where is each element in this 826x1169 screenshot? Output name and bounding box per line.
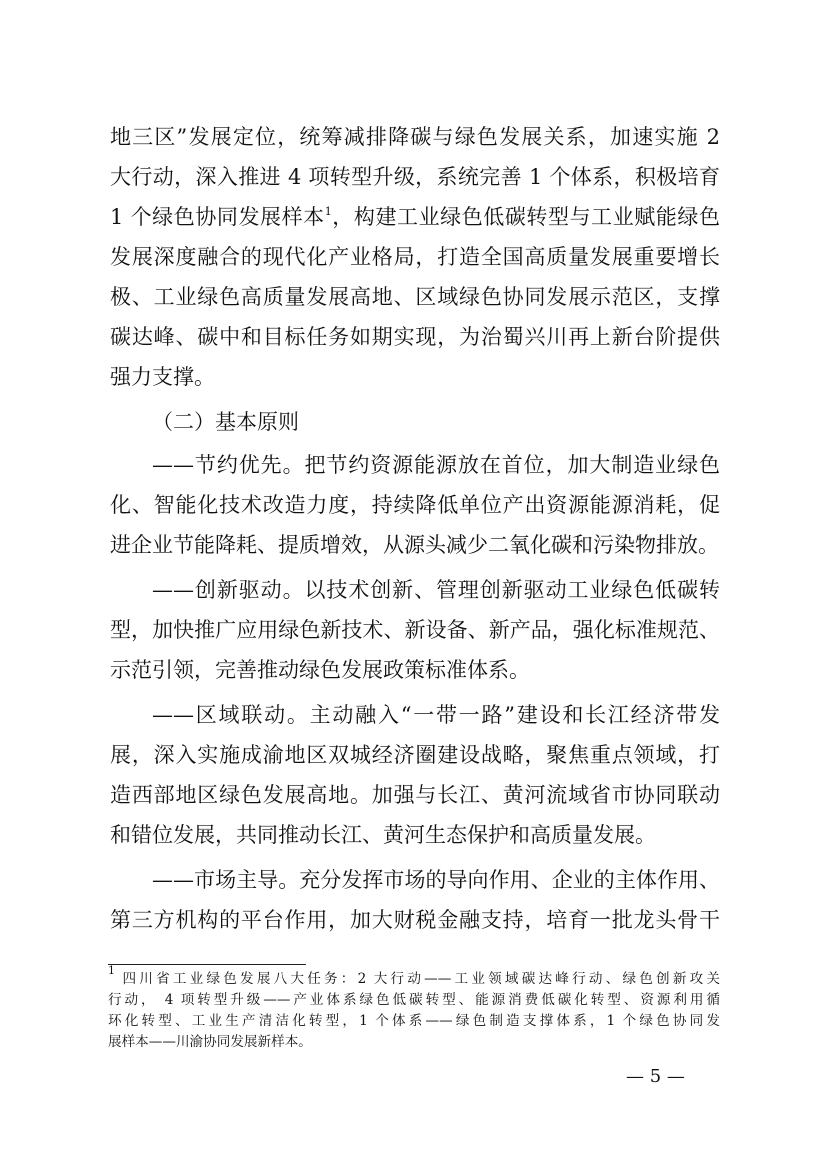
body-text: ，构建工业绿色低碳转型与工业赋能绿色 (331, 205, 720, 229)
body-line: 示范引领，完善推动绿色发展政策标准体系。 (110, 658, 530, 682)
footnote-line (108, 964, 720, 990)
body-line: 地三区”发展定位，统筹减排降碳与绿色发展关系，加速实施 2 (110, 125, 720, 149)
footnote-divider (108, 964, 306, 965)
body-line: ——市场主导。充分发挥市场的导向作用、企业的主体作用、 (152, 868, 720, 892)
body-line: 和错位发展，共同推动长江、黄河生态保护和高质量发展。 (110, 823, 656, 847)
body-line: ——创新驱动。以技术创新、管理创新驱动工业绿色低碳转 (152, 578, 720, 602)
body-line: 强力支撑。 (110, 365, 215, 389)
footnote-line: 展样本——川渝协同发展新样本。 (108, 1034, 312, 1050)
footnote-number: 1 (108, 964, 115, 977)
footnote-text: 四川省工业绿色发展八大任务：2 大行动——工业领域碳达峰行动、绿色创新攻关 (115, 971, 720, 987)
footnote-reference[interactable]: 1 (324, 205, 332, 218)
body-line: 进企业节能降耗、提质增效，从源头减少二氧化碳和污染物排放。 (110, 533, 719, 557)
body-line: 极、工业绿色高质量发展高地、区域绿色协同发展示范区，支撑 (110, 285, 720, 309)
body-line: 碳达峰、碳中和目标任务如期实现，为治蜀兴川再上新台阶提供 (110, 325, 720, 349)
footnote-line: 行动， 4 项转型升级——产业体系绿色低碳转型、能源消费低碳化转型、资源利用循 (108, 992, 720, 1008)
body-line: 化、智能化技术改造力度，持续降低单位产出资源能源消耗，促 (110, 493, 720, 517)
body-line (110, 197, 720, 237)
section-heading: （二）基本原则 (152, 410, 299, 434)
body-line: 型，加快推广应用绿色新技术、新设备、新产品，强化标准规范、 (110, 618, 720, 642)
body-line: 第三方机构的平台作用，加大财税金融支持，培育一批龙头骨干 (110, 908, 720, 932)
page-number: — 5 — (626, 1066, 685, 1087)
body-line: 造西部地区绿色发展高地。加强与长江、黄河流域省市协同联动 (110, 783, 720, 807)
body-line: ——节约优先。把节约资源能源放在首位，加大制造业绿色 (152, 453, 720, 477)
footnote-line: 环化转型、工业生产清洁化转型，1 个体系——绿色制造支撑体系，1 个绿色协同发 (108, 1013, 720, 1029)
body-line: ——区域联动。主动融入“一带一路”建设和长江经济带发 (152, 703, 720, 727)
body-line: 大行动，深入推进 4 项转型升级，系统完善 1 个体系，积极培育 (110, 165, 720, 189)
body-line: 发展深度融合的现代化产业格局，打造全国高质量发展重要增长 (110, 245, 720, 269)
body-text: 1 个绿色协同发展样本 (110, 205, 325, 229)
body-line: 展，深入实施成渝地区双城经济圈建设战略，聚焦重点领域，打 (110, 743, 720, 767)
